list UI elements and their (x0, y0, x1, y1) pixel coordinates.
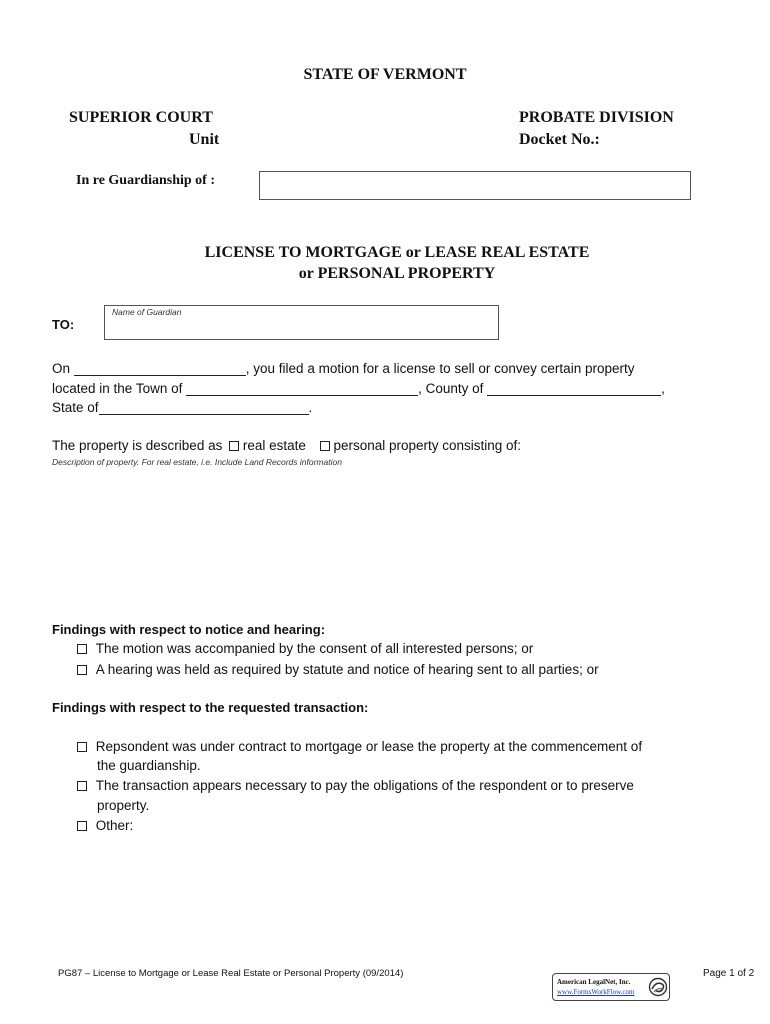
notice-findings-heading: Findings with respect to notice and hearing: (52, 622, 326, 637)
contract-label-line1: Repsondent was under contract to mortgage or lease the property at the commencement of (95, 739, 643, 754)
consent-label: The motion was accompanied by the consent of all interested persons; or (95, 641, 534, 656)
motion-line-3 (52, 400, 312, 415)
motion-date-field[interactable] (74, 361, 246, 376)
guardian-name-caption: Name of Guardian (112, 307, 182, 317)
logo-website: www.FormsWorkFlow.com (557, 988, 635, 996)
form-title-line1: LICENSE TO MORTGAGE or LEASE REAL ESTATE (204, 244, 590, 261)
town-field[interactable] (186, 381, 418, 396)
court-unit: Unit (189, 131, 220, 148)
notice-item-consent (77, 641, 533, 656)
county-field[interactable] (487, 381, 661, 396)
in-re-label: In re Guardianship of : (76, 173, 215, 188)
real-estate-checkbox[interactable] (229, 441, 239, 451)
other-label: Other: (95, 818, 134, 833)
contract-checkbox[interactable] (77, 742, 87, 752)
notice-item-hearing (77, 662, 599, 677)
property-type-line (52, 438, 521, 453)
form-title-line2: or PERSONAL PROPERTY (298, 265, 496, 282)
hearing-label: A hearing was held as required by statute and notice of hearing sent to all parties; or (95, 662, 599, 677)
page-number: Page 1 of 2 (703, 968, 755, 979)
to-label: TO: (52, 317, 75, 332)
obligations-checkbox[interactable] (77, 781, 87, 791)
description-caption: Description of property. For real estate, i.e. Include Land Records information (52, 457, 342, 467)
personal-property-label: personal property consisting of: (333, 438, 522, 453)
transaction-findings-heading: Findings with respect to the requested transaction: (52, 700, 369, 715)
contract-label-line2: the guardianship. (97, 758, 201, 773)
town-label: located in the Town of (52, 381, 183, 396)
transaction-item-other (77, 818, 133, 833)
consent-checkbox[interactable] (77, 644, 87, 654)
obligations-label-line1: The transaction appears necessary to pay the obligations of the respondent or to preserve (95, 778, 634, 793)
motion-filed-text: , you filed a motion for a license to sell or convey certain property (245, 361, 635, 376)
obligations-label-line2: property. (97, 798, 150, 813)
property-lead: The property is described as (52, 438, 223, 453)
guardian-name-field[interactable] (104, 305, 499, 340)
county-comma: , (661, 381, 665, 396)
state-field[interactable] (99, 400, 309, 415)
logo-company-name: American LegalNet, Inc. (557, 978, 631, 986)
transaction-item-obligations (77, 778, 634, 793)
transaction-item-contract (77, 739, 642, 754)
state-label: State of (52, 400, 99, 415)
court-name: SUPERIOR COURT (69, 109, 213, 126)
form-identifier: PG87 – License to Mortgage or Lease Real Estate or Personal Property (09/2014) (58, 968, 404, 979)
motion-line-2 (52, 381, 665, 396)
property-description-area[interactable] (52, 470, 692, 610)
other-checkbox[interactable] (77, 821, 87, 831)
state-heading: STATE OF VERMONT (303, 66, 467, 83)
real-estate-label: real estate (242, 438, 306, 453)
personal-property-checkbox[interactable] (320, 441, 330, 451)
guardianship-name-field[interactable] (259, 171, 691, 200)
motion-line-1 (52, 361, 634, 376)
county-label: , County of (418, 381, 484, 396)
state-period: . (308, 400, 313, 415)
logo-swirl-icon (648, 977, 668, 997)
on-label: On (52, 361, 71, 376)
hearing-checkbox[interactable] (77, 665, 87, 675)
docket-label: Docket No.: (519, 131, 600, 148)
american-legalnet-logo (552, 973, 670, 1001)
division-name: PROBATE DIVISION (519, 109, 674, 126)
